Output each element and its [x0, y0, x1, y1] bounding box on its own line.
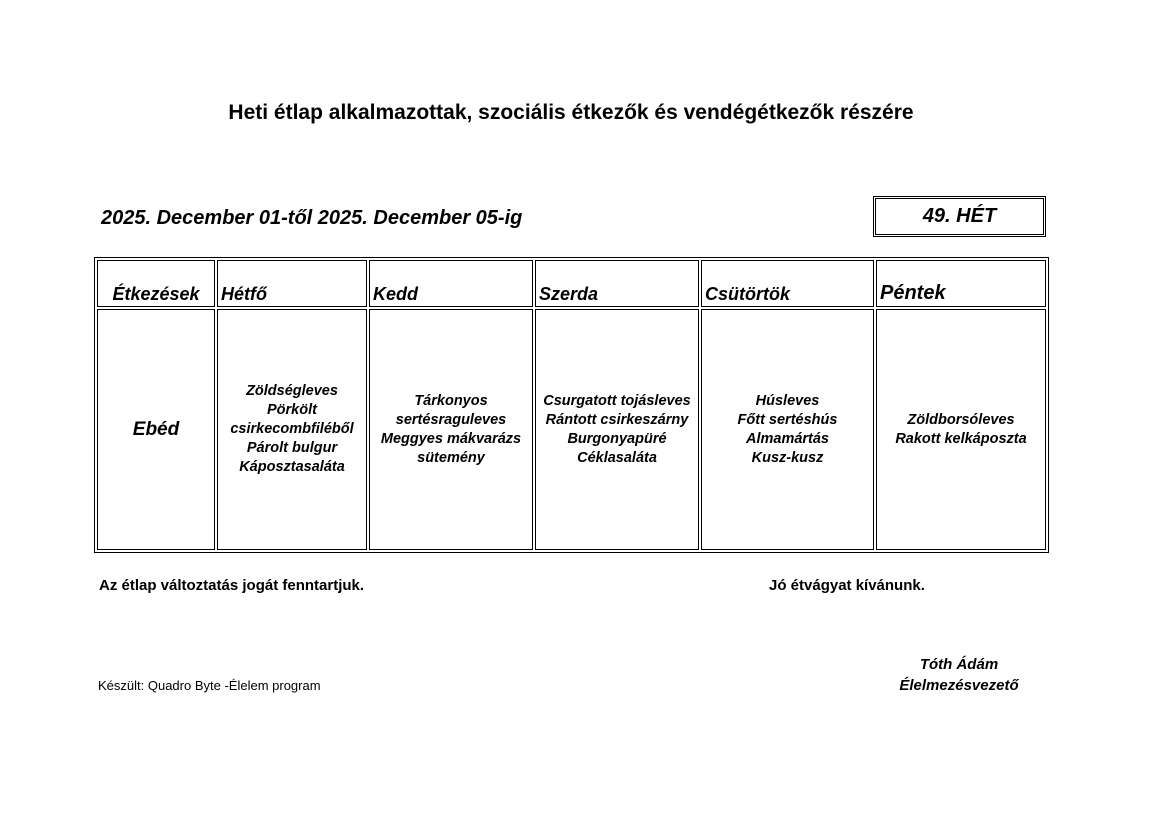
dish-item: Burgonyapüré: [567, 430, 667, 447]
table-header-row: [97, 260, 1046, 307]
dish-item: Tárkonyos sertésraguleves: [395, 392, 507, 428]
signer-role: Élelmezésvezető: [899, 677, 1019, 694]
header-cell-wednesday: Szerda: [535, 260, 699, 307]
page-title: Heti étlap alkalmazottak, szociális étkezők és vendégétkezők részére: [228, 101, 914, 124]
dish-item: Rakott kelkáposzta: [895, 430, 1027, 447]
day-cell-monday: [217, 309, 367, 550]
signer-name: Tóth Ádám: [919, 656, 999, 673]
dish-item: Meggyes mákvarázs sütemény: [380, 430, 522, 466]
software-credit: Készült: Quadro Byte -Élelem program: [98, 678, 321, 693]
dish-item: Zöldségleves: [246, 383, 338, 399]
dish-item: Kusz-kusz: [751, 449, 824, 466]
day-cell-wednesday: [535, 309, 699, 550]
day-cell-thursday: [701, 309, 874, 550]
dish-item: Almamártás: [745, 430, 829, 447]
header-cell-tuesday: Kedd: [369, 260, 533, 307]
dish-item: Csurgatott tojásleves: [543, 392, 691, 409]
table-row-lunch: [97, 309, 1046, 550]
day-cell-tuesday: [369, 309, 533, 550]
date-range: 2025. December 01-től 2025. December 05-ig: [101, 207, 523, 229]
dish-item: Rántott csirkeszárny: [545, 411, 689, 428]
dish-item: Zöldborsóleves: [907, 411, 1015, 428]
header-cell-monday: Hétfő: [217, 260, 367, 307]
greeting-note: Jó étvágyat kívánunk.: [769, 577, 925, 594]
weekly-menu-table: [94, 257, 1049, 553]
week-label: 49. HÉT: [873, 196, 1046, 237]
dish-item: Céklasaláta: [577, 449, 657, 466]
day-cell-friday: [876, 309, 1046, 550]
meal-label: Ebéd: [97, 309, 215, 550]
dish-item: Párolt bulgur: [246, 440, 338, 456]
dish-item: Káposztasaláta: [239, 459, 345, 475]
header-cell-thursday: Csütörtök: [701, 260, 874, 307]
dish-item: Húsleves: [755, 392, 820, 409]
header-cell-friday: Péntek: [876, 260, 1046, 307]
dish-item: Főtt sertéshús: [737, 411, 838, 428]
signature-block: [880, 654, 1038, 696]
dish-item: Pörkölt csirkecombfiléből: [230, 402, 354, 437]
header-cell-meals: Étkezések: [97, 260, 215, 307]
disclaimer-note: Az étlap változtatás jogát fenntartjuk.: [99, 577, 365, 594]
